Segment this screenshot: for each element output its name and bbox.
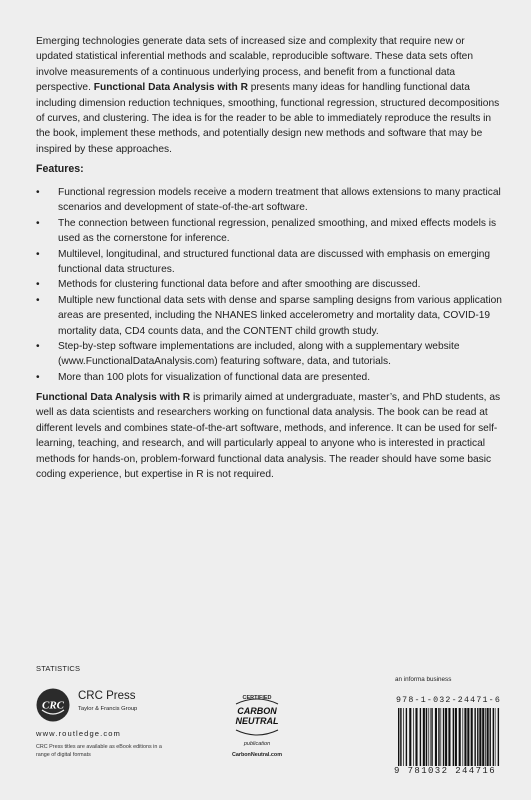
features-heading: Features: — [36, 163, 84, 175]
feature-text: The connection between functional regression, penalized smoothing, and mixed effects models is used as the cornerstone for inference. — [58, 217, 497, 245]
barcode-bar — [438, 708, 439, 766]
barcode-bar — [487, 708, 489, 766]
publisher-website: www.routledge.com — [36, 729, 121, 738]
barcode-bar — [498, 708, 499, 766]
barcode-bar — [420, 708, 421, 766]
feature-text: Functional regression models receive a modern treatment that allows extensions to many practical scenarios and development of state-of-the-art software. — [58, 187, 501, 214]
barcode-bar — [448, 708, 450, 766]
badge-arc-bottom — [236, 730, 278, 735]
feature-item — [36, 216, 502, 247]
bullet-point: • — [36, 217, 40, 229]
barcode-bar — [477, 708, 478, 766]
feature-item — [36, 185, 502, 216]
barcode-bar — [471, 708, 473, 766]
barcode-bar — [400, 708, 401, 766]
feature-text: Methods for clustering functional data before and after smoothing are discussed. — [58, 279, 421, 291]
barcode-bar — [482, 708, 484, 766]
barcode-bar — [431, 708, 432, 766]
barcode-bar — [493, 708, 494, 766]
carbon-neutral-badge — [228, 690, 286, 762]
bullet-point: • — [36, 294, 40, 306]
crc-logo-text: CRC — [41, 699, 65, 712]
barcode-bar — [474, 708, 475, 766]
barcode-bar — [495, 708, 496, 766]
badge-carbon-text: CARBON — [237, 706, 277, 716]
barcode-bar — [423, 708, 425, 766]
book-title-inline: Functional Data Analysis with R — [36, 392, 191, 403]
barcode-bar — [445, 708, 447, 766]
barcode-bar — [485, 708, 486, 766]
crc-press-logo — [36, 688, 70, 722]
barcode-bar — [430, 708, 431, 766]
bullet-point: • — [36, 248, 40, 260]
feature-text: More than 100 plots for visualization of functional data are presented. — [58, 371, 371, 383]
ebook-note: CRC Press titles are available as eBook editions in a range of digital formats — [36, 744, 162, 758]
feature-item — [36, 293, 502, 339]
barcode-bar — [440, 708, 441, 766]
barcode-digits: 9 781032 244716 — [394, 766, 497, 776]
barcode-bar — [467, 708, 469, 766]
publisher-group: Taylor & Francis Group — [78, 706, 138, 712]
barcode-bar — [464, 708, 466, 766]
barcode-bar — [428, 708, 429, 766]
features-list — [36, 185, 502, 385]
barcode-bar — [443, 708, 444, 766]
book-title-inline: Functional Data Analysis with R — [93, 82, 248, 94]
audience-paragraph — [36, 390, 502, 482]
barcode-bar — [459, 708, 461, 766]
bullet-point: • — [36, 187, 40, 198]
feature-item — [36, 277, 502, 292]
badge-site-text: CarbonNeutral.com — [231, 752, 283, 758]
isbn-barcode — [397, 708, 501, 766]
barcode-bar — [415, 708, 417, 766]
intro-text-start: Emerging technologies generate data sets of increased size and complexity that require new or updated statistical inferential methods and scalable, reproducible software. These data sets often involve measurements of a continuous underlying process, and benefit from a functional data perspective. — [36, 36, 474, 94]
bullet-point: • — [36, 341, 40, 353]
feature-text: Multiple new functional data sets with dense and sparse sampling designs from various application areas are presented, including the NHANES linked accelerometry and mortality data, COVID-19 mortality data, CD4 counts data, and the CONTENT child growth study. — [58, 294, 502, 337]
subject-category: STATISTICS — [36, 664, 81, 673]
barcode-bar — [479, 708, 481, 766]
barcode-bar — [462, 708, 463, 766]
intro-paragraph — [36, 34, 502, 157]
barcode-bar — [398, 708, 399, 766]
informa-business-label: an informa business — [395, 676, 452, 683]
isbn-number: 978-1-032-24471-6 — [396, 696, 502, 705]
feature-text: Step-by-step software implementations are included, along with a supplementary website (www.FunctionalDataAnalysis.com) featuring software, data, and tutorials. — [58, 341, 460, 368]
barcode-bar — [455, 708, 457, 766]
feature-item — [36, 339, 502, 370]
badge-certified-text: CERTIFIED — [242, 695, 272, 701]
barcode-bar — [490, 708, 491, 766]
publisher-name: CRC Press — [78, 690, 136, 702]
badge-neutral-text: NEUTRAL — [235, 716, 279, 726]
feature-text: Multilevel, longitudinal, and structured functional data are discussed with emphasis on emerging functional data structures. — [58, 248, 491, 276]
feature-item — [36, 247, 502, 278]
badge-publication-text: publication — [243, 741, 271, 747]
bullet-point: • — [36, 279, 40, 291]
barcode-bar — [453, 708, 454, 766]
barcode-bar — [409, 708, 411, 766]
barcode-bar — [413, 708, 414, 766]
feature-item — [36, 370, 502, 385]
barcode-bar — [426, 708, 427, 766]
intro-text-end: presents many ideas for handling functional data including dimension reduction techniques, smoothing, functional regression, structured decompositions of curves, and clustering. The idea is for the reader to be able to immediately reproduce the results in the book, implement these methods, and potentially design new methods and software that may be inspired by these approaches. — [36, 82, 500, 155]
barcode-bar — [403, 708, 404, 766]
barcode-bar — [406, 708, 407, 766]
audience-text: is primarily aimed at undergraduate, master’s, and PhD students, as well as data scientists and researchers working on functional data analysis. The book can be read at different levels and combines state-of-the-art software, methods, and inference. It can be used for self-learning, teaching, and research, and will particularly appeal to anyone who is interested in practical methods for hands-on, problem-forward functional data analysis. The reader should have some basic coding experience, but expertise in R is not required. — [36, 392, 501, 481]
bullet-point: • — [36, 371, 40, 383]
barcode-bar — [435, 708, 437, 766]
